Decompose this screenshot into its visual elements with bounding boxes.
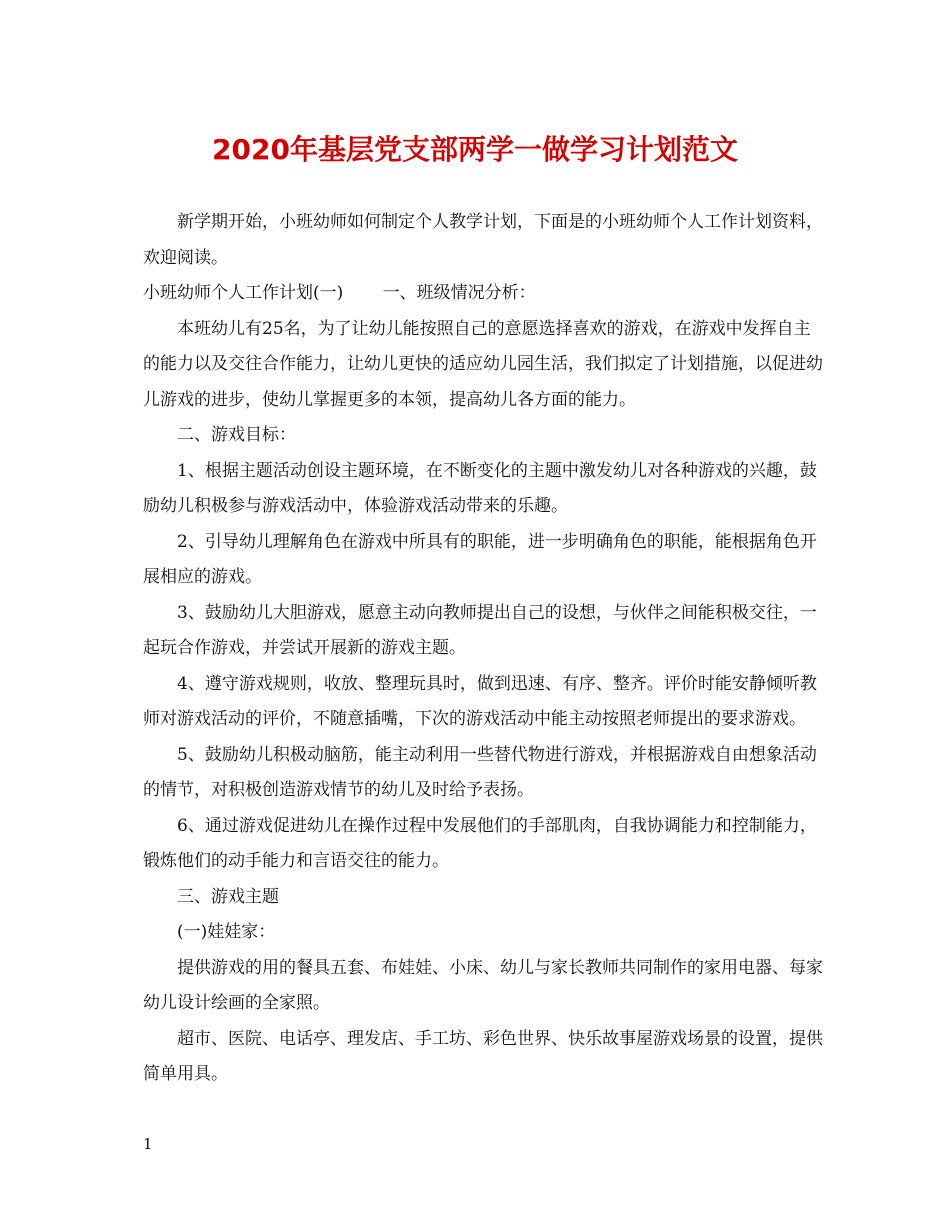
document-title: 2020年基层党支部两学一做学习计划范文 <box>212 133 738 166</box>
paragraph: 小班幼师个人工作计划(一) 一、班级情况分析： <box>143 283 536 303</box>
paragraph: 二、游戏目标： <box>177 425 296 445</box>
paragraph: 3、鼓励幼儿大胆游戏，愿意主动向教师提出自己的设想，与伙伴之间能积极交往，一起玩合作游戏，并尝试开展新的游戏主题。 <box>143 602 817 658</box>
paragraph: 6、通过游戏促进幼儿在操作过程中发展他们的手部肌肉，自我协调能力和控制能力，锻炼他们的动手能力和言语交往的能力。 <box>143 815 817 871</box>
paragraph: (一)娃娃家： <box>177 922 276 942</box>
paragraph: 超市、医院、电话亭、理发店、手工坊、彩色世界、快乐故事屋游戏场景的设置，提供简单用具。 <box>143 1028 823 1084</box>
paragraph: 提供游戏的用的餐具五套、布娃娃、小床、幼儿与家长教师共同制作的家用电器、每家幼儿设计绘画的全家照。 <box>143 957 823 1013</box>
document-body <box>143 205 823 1093</box>
paragraph: 5、鼓励幼儿积极动脑筋，能主动利用一些替代物进行游戏，并根据游戏自由想象活动的情节，对积极创造游戏情节的幼儿及时给予表扬。 <box>143 744 817 800</box>
paragraph: 三、游戏主题 <box>177 886 279 907</box>
page-number: 1 <box>143 1135 153 1153</box>
paragraph: 本班幼儿有25名，为了让幼儿能按照自己的意愿选择喜欢的游戏，在游戏中发挥自主的能力以及交往合作能力，让幼儿更快的适应幼儿园生活，我们拟定了计划措施，以促进幼儿游戏的进步，使幼儿掌握更多的本领，提高幼儿各方面的能力。 <box>143 318 823 410</box>
paragraph: 新学期开始，小班幼师如何制定个人教学计划，下面是的小班幼师个人工作计划资料，欢迎阅读。 <box>143 212 823 268</box>
paragraph: 1、根据主题活动创设主题环境，在不断变化的主题中激发幼儿对各种游戏的兴趣，鼓励幼儿积极参与游戏活动中，体验游戏活动带来的乐趣。 <box>143 460 817 516</box>
paragraph: 4、遵守游戏规则，收放、整理玩具时，做到迅速、有序、整齐。评价时能安静倾听教师对游戏活动的评价，不随意插嘴，下次的游戏活动中能主动按照老师提出的要求游戏。 <box>143 673 817 729</box>
paragraph: 2、引导幼儿理解角色在游戏中所具有的职能，进一步明确角色的职能，能根据角色开展相应的游戏。 <box>143 531 817 587</box>
